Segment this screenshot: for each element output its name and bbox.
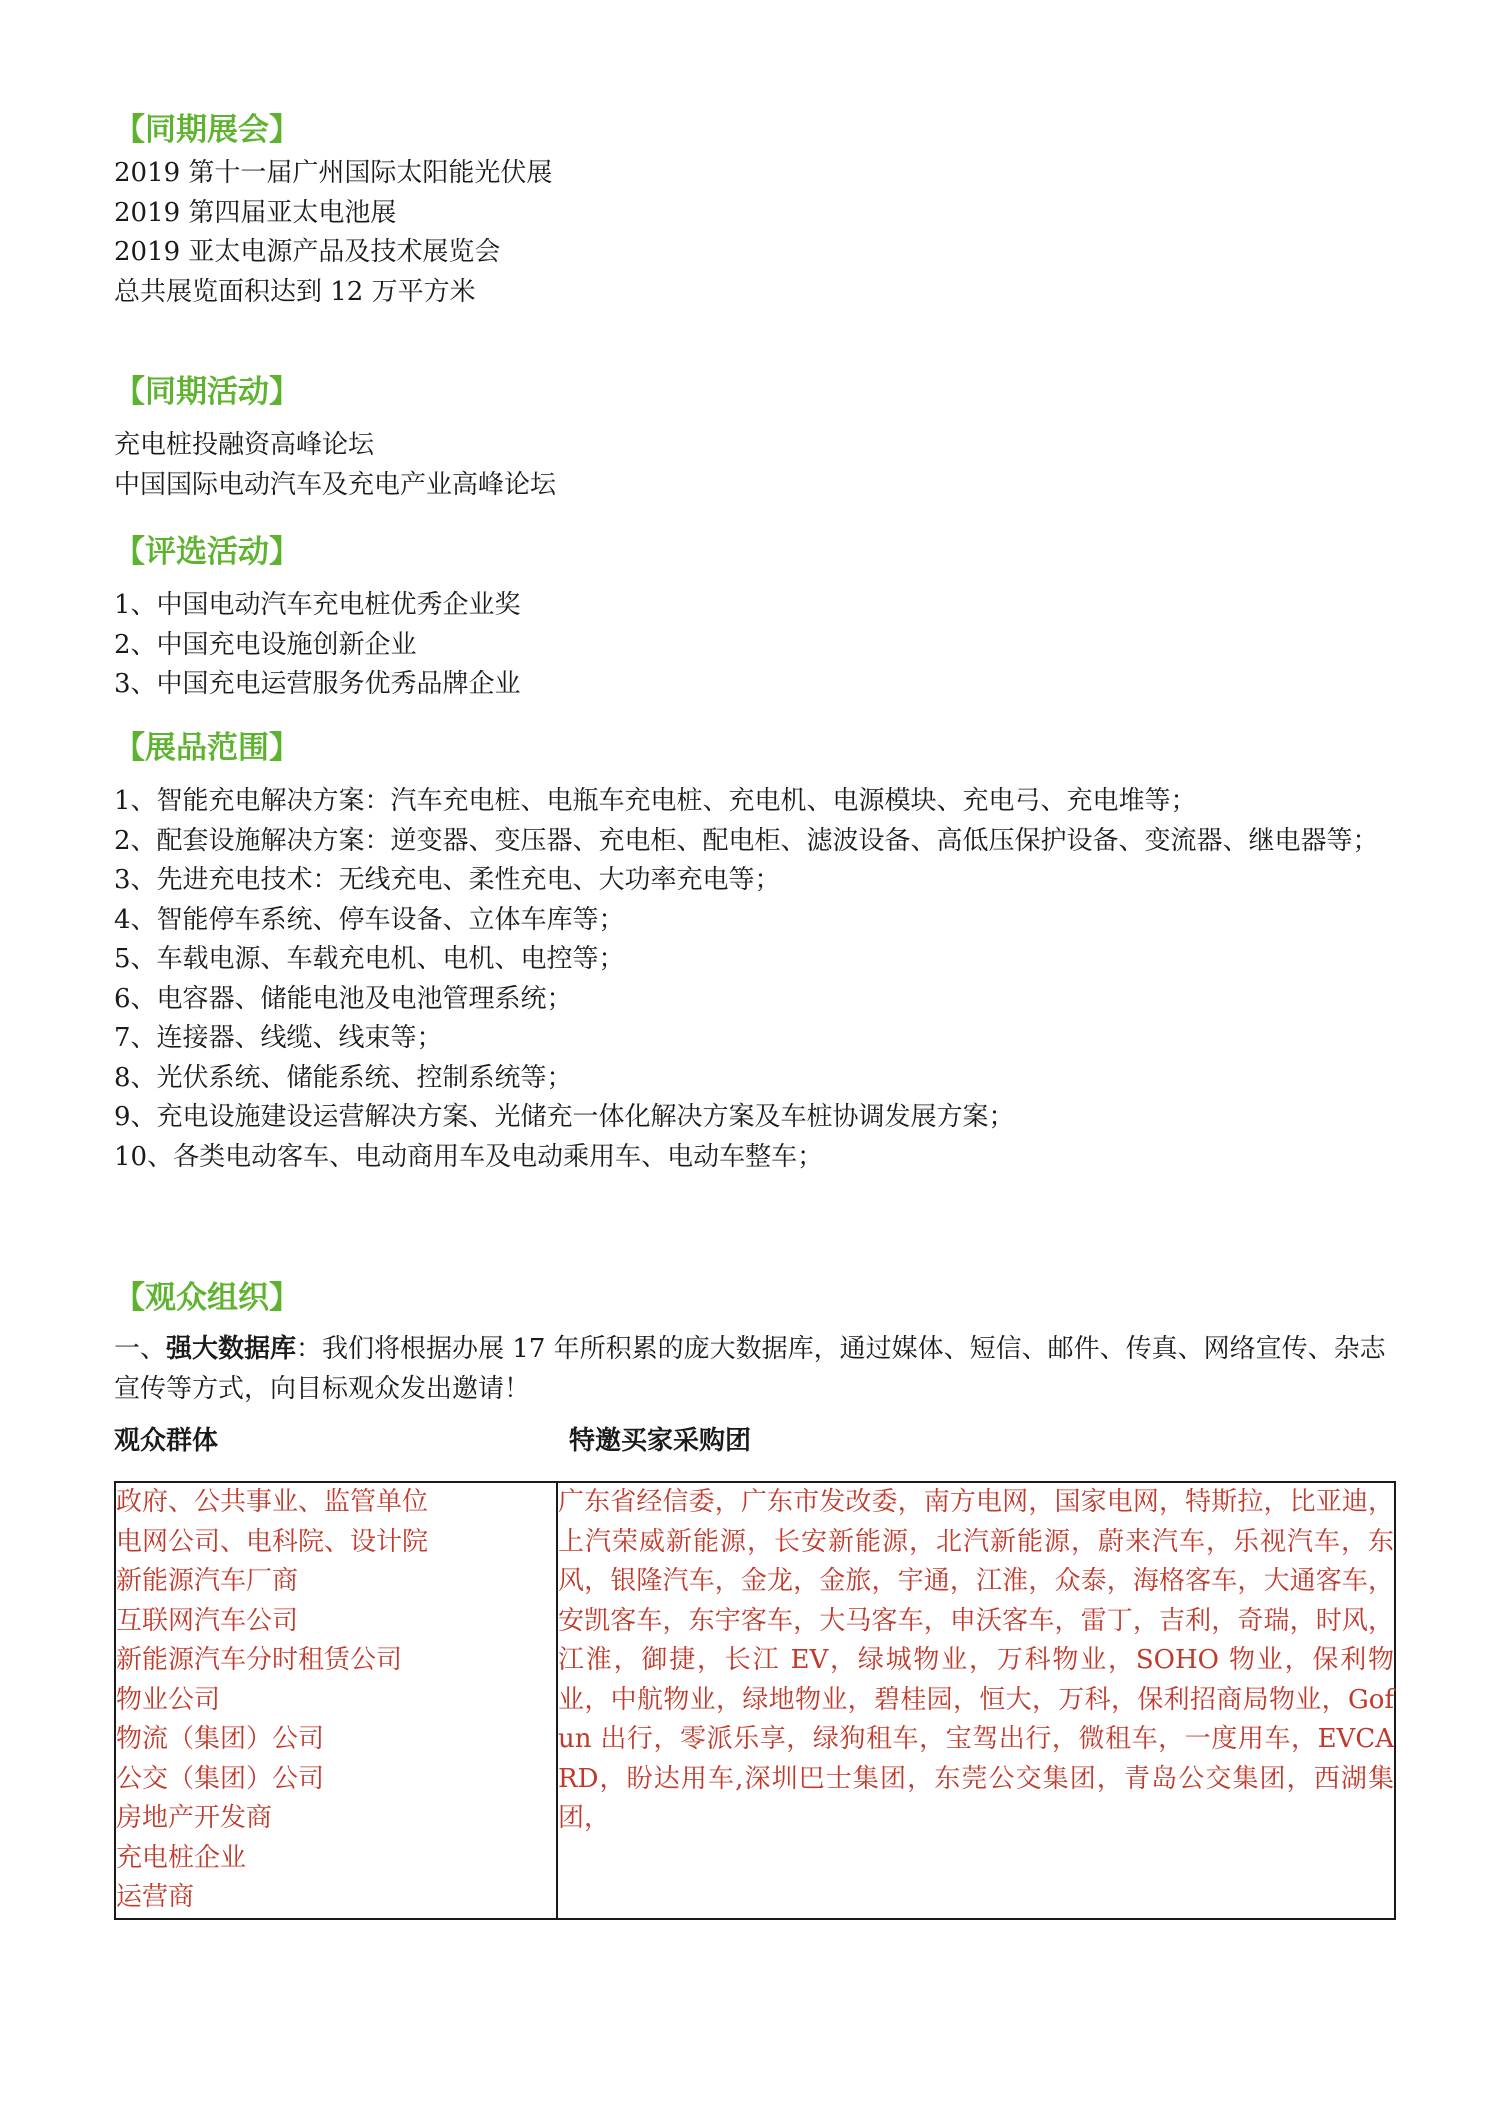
awards-list [114,586,521,705]
list-item: 运营商 [116,1882,195,1912]
list-item: 3、中国充电运营服务优秀品牌企业 [114,669,521,699]
audience-table [114,1481,1396,1920]
table-row [115,1482,1395,1919]
list-item: 总共展览面积达到 12 万平方米 [114,276,476,307]
list-item: 9、充电设施建设运营解决方案、光储充一体化解决方案及车桩协调发展方案； [114,1102,1015,1132]
list-item: 10、各类电动客车、电动商用车及电动乘用车、电动车整车； [114,1141,824,1172]
list-item: 1、中国电动汽车充电桩优秀企业奖 [114,590,521,620]
list-item: 电网公司、电科院、设计院 [116,1526,429,1557]
section-heading: 【同期活动】 [114,374,300,410]
audience-groups-cell [115,1482,557,1919]
awards-section [114,530,521,705]
list-item: 新能源汽车厂商 [116,1566,299,1596]
exhibit-scope-section [114,726,1379,1177]
list-item: 2019 第十一届广州国际太阳能光伏展 [114,158,553,188]
intro-prefix: 一、 [114,1334,167,1364]
table-column-headers [114,1421,1394,1461]
list-item: 2019 亚太电源产品及技术展览会 [114,237,501,267]
section-heading: 【同期展会】 [114,112,300,148]
list-item: 中国国际电动汽车及充电产业高峰论坛 [114,469,557,500]
list-item: 3、先进充电技术：无线充电、柔性充电、大功率充电等； [114,865,781,895]
list-item: 互联网汽车公司 [116,1605,299,1636]
list-item: 1、智能充电解决方案：汽车充电桩、电瓶车充电桩、充电机、电源模块、充电弓、充电堆等； [114,786,1197,816]
audience-intro [114,1330,1394,1409]
list-item: 5、车载电源、车载充电机、电机、电控等； [114,944,625,974]
column-header-buyers: 特邀买家采购团 [569,1426,752,1456]
list-item: 4、智能停车系统、停车设备、立体车库等； [114,904,625,935]
list-item: 房地产开发商 [116,1803,273,1833]
intro-text: ：我们将根据办展 17 年所积累的庞大数据库，通过媒体、短信、邮件、传真、网络宣传、杂志宣传等方式，向目标观众发出邀请！ [114,1334,1386,1404]
list-item: 2、配套设施解决方案：逆变器、变压器、充电柜、配电柜、滤波设备、高低压保护设备、变流器、继电器等； [114,825,1379,856]
intro-bold: 强大数据库 [166,1334,297,1364]
concurrent-exhibitions-section [114,108,552,312]
list-item: 公交（集团）公司 [116,1763,325,1794]
list-item: 充电桩投融资高峰论坛 [114,430,375,460]
list-item: 物流（集团）公司 [116,1724,325,1754]
events-list [114,426,556,505]
section-heading: 【展品范围】 [114,730,300,766]
section-heading: 【评选活动】 [114,534,300,570]
list-item: 充电桩企业 [116,1842,247,1873]
column-header-groups: 观众群体 [114,1426,219,1456]
list-item: 2、中国充电设施创新企业 [114,629,417,660]
list-item: 6、电容器、储能电池及电池管理系统； [114,983,573,1014]
intro-paragraph [114,1330,1394,1409]
concurrent-events-section [114,370,556,505]
list-item: 政府、公共事业、监管单位 [116,1487,429,1517]
list-item: 7、连接器、线缆、线束等； [114,1023,443,1053]
list-item: 2019 第四届亚太电池展 [114,197,397,228]
buyers-cell: 广东省经信委，广东市发改委，南方电网，国家电网，特斯拉，比亚迪，上汽荣威新能源，长安新能源，北汽新能源，蔚来汽车，乐视汽车，东风，银隆汽车，金龙，金旅，宇通，江淮，众泰，海格客车，大通客车，安凯客车，东宇客车，大马客车，申沃客车，雷丁，吉利，奇瑞，时风，江淮，御捷，长江 EV，绿城物业，万科物业，SOHO 物业，保利物业，中航物业，绿地物业，碧桂园，恒大，万科，保利招商局物业，Gofun 出行，零派乐享，绿狗租车，宝驾出行，微租车，一度用车，EVCARD，盼达用车,深圳巴士集团，东莞公交集团，青岛公交集团，西湖集团， [557,1482,1395,1919]
list-item: 物业公司 [116,1684,221,1715]
scope-list [114,782,1379,1177]
exhibitions-list [114,154,552,312]
audience-section [114,1276,1394,1920]
list-item: 8、光伏系统、储能系统、控制系统等； [114,1062,573,1093]
list-item: 新能源汽车分时租赁公司 [116,1645,403,1675]
section-heading: 【观众组织】 [114,1280,300,1316]
